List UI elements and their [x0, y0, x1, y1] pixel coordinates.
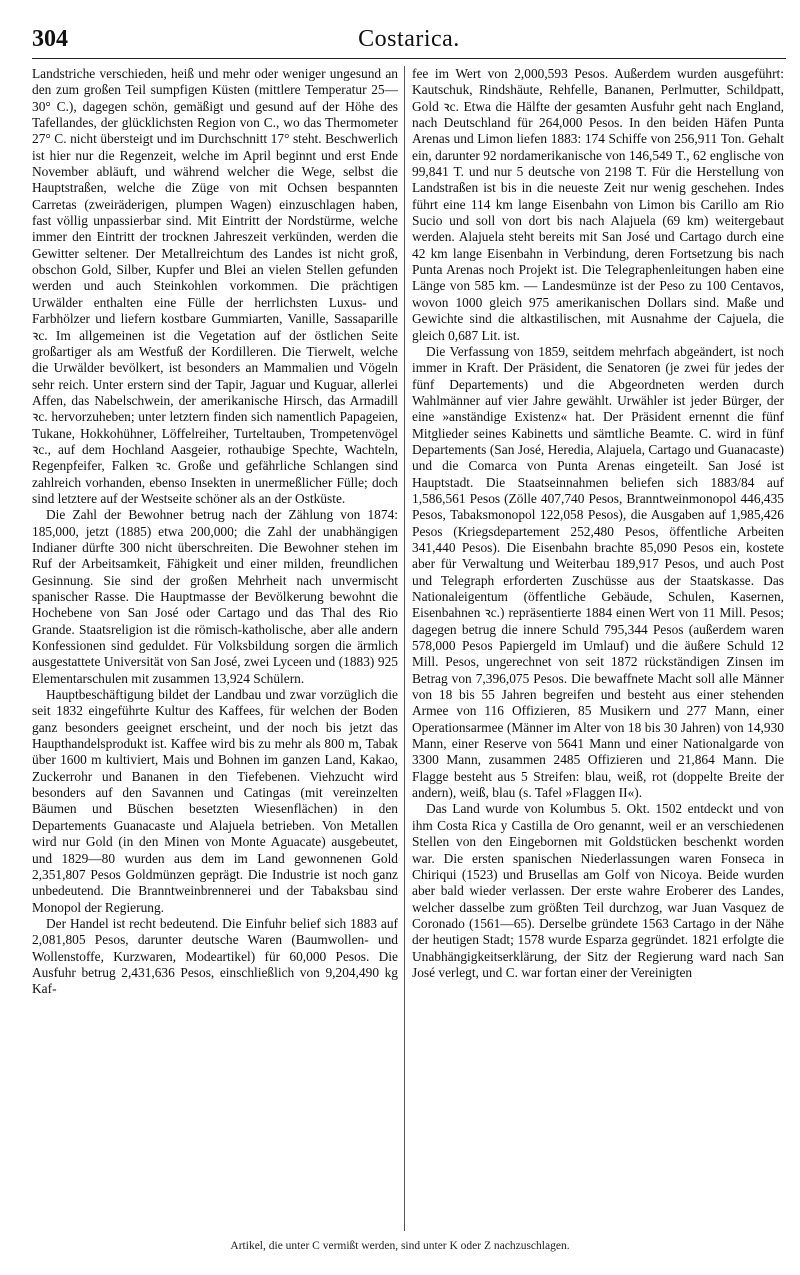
page-header: [32, 24, 786, 59]
paragraph: fee im Wert von 2,000,593 Pesos. Außerdem wurden ausgeführt: Kautschuk, Rindshäute, Rehfelle, Bananen, Perlmutter, Schildpatt, Gold ꝛc. Etwa die Hälfte der gesamten Ausfuhr geht nach England, nach Deutschland für 264,000 Pesos. In den beiden Häfen Punta Arenas und Limon liefen 1883: 174 Schiffe von 256,911 Ton. Gehalt ein, darunter 92 nordamerikanische von 146,549 T., 62 englische von 99,841 T. und nur 5 deutsche von 2198 T. Für die Herstellung von Landstraßen ist bis in die neueste Zeit nur wenig geschehen. Indes führt eine 114 km lange Eisenbahn von Limon bis Carillo am Rio Sucio und soll von dort bis nach Alajuela (69 km) weitergebaut werden. Alajuela steht bereits mit San José und Cartago durch eine 42 km lange Eisenbahn in Verbindung, deren Fortsetzung bis nach Punta Arenas noch Projekt ist. Die Telegraphenleitungen haben eine Länge von 585 km. — Landesmünze ist der Peso zu 100 Centavos, wovon 1000 gleich 975 amerikanischen Dollars sind. Maße und Gewichte sind die altkastilischen, mit Ausnahme der Cajuela, die gleich 0,687 Lit. ist.: [412, 66, 784, 343]
paragraph: Landstriche verschieden, heiß und mehr oder weniger ungesund an den zum großen Teil sumpfigen Küsten (mittlere Temperatur 25—30° C.), dagegen schön, gemäßigt und gesund auf der Höhe des Tafellandes, der glücklichsten Region von C., wo das Thermometer 27° C. nicht übersteigt und im Durchschnitt 17° steht. Beschwerlich ist hier nur die Regenzeit, welche im April beginnt und erst Ende November abläuft, und während welcher die Wege, selbst die Hauptstraßen, welche die Züge von mit Ochsen bespannten Carretas (zweiräderigen, plumpen Wagen) einzuschlagen haben, fast völlig unpassierbar sind. Mit Eintritt der Nordstürme, welche immer den Eintritt der trocknen Jahreszeit verkünden, werden die Gewitter seltener. Der Metallreichtum des Landes ist nicht groß, obschon Gold, Silber, Kupfer und Blei an vielen Stellen gefunden werden und auch Steinkohlen vorkommen. Die prächtigen Urwälder enthalten eine Fülle der herrlichsten Luxus- und Farbhölzer und liefern kostbare Gummiarten, Vanille, Sassaparille ꝛc. Im allgemeinen ist die Vegetation auf der östlichen Seite großartiger als am Westfuß der Kordilleren. Die Tierwelt, welche die Urwälder bevölkert, ist besonders an Mammalien und Vögeln sehr reich. Unter erstern sind der Tapir, Jaguar und Kuguar, allerlei Affen, das Nabelschwein, der amerikanische Hirsch, das Armadill ꝛc. hervorzuheben; unter letztern finden sich namentlich Papageien, Tukane, Hokkohühner, Löffelreiher, Turteltauben, Trompetenvögel ꝛc., auf dem Hochland Aasgeier, rothaubige Spechte, Wachteln, Regenpfeifer, Falken ꝛc. Große und gefährliche Schlangen sind zahlreich vorhanden, ebenso Insekten in unermeßlicher Fülle; doch sind letztere auf der Westseite schöner als an der Ostküste.: [32, 66, 398, 506]
running-head: Costarica.: [358, 26, 460, 52]
paragraph: Das Land wurde von Kolumbus 5. Okt. 1502 entdeckt und von ihm Costa Rica y Castilla de Oro genannt, weil er an verschiedenen Stellen von den Eingebornen mit Goldstücken beschenkt worden war. Die ersten spanischen Niederlassungen waren Fonseca in Chiriqui (1523) und Brusellas am Golf von Nicoya. Beide wurden aber bald wieder verlassen. Der erste wahre Eroberer des Landes, welcher dasselbe zum größten Teil durchzog, war Juan Vasquez de Coronado (1561—65). Derselbe gründete 1563 Cartago in der Nähe der heutigen Stadt; 1578 wurde Esparza gegründet. 1821 erfolgte die Unabhängigkeitserklärung, der Sitz der Regierung ward nach San José verlegt, und C. war fortan einer der Vereinigten: [412, 801, 784, 980]
paragraph: Hauptbeschäftigung bildet der Landbau und zwar vorzüglich die seit 1832 eingeführte Kultur des Kaffees, für welchen der Boden ganz besonders geeignet erscheint, und der noch bis jetzt das Haupthandelsprodukt ist. Kaffee wird bis zu mehr als 800 m, Tabak über 1600 m kultiviert, Mais und Bohnen im ganzen Land, Kakao, Zuckerrohr und Bananen in den Tiefebenen. Viehzucht wird besonders auf den Savannen und Catingas (mit vereinzelten Bäumen und Büschen besetzten Wiesenflächen) in den Departements Guanacaste und Alajuela betrieben. Von Metallen wird nur Gold (in den Minen von Monte Aguacate) ausgebeutet, und 1829—80 wurden aus dem im Land gewonnenen Gold 2,351,807 Pesos Goldmünzen geprägt. Die Industrie ist noch ganz unbedeutend. Die Branntweinbrennerei und der Tabaksbau sind Monopol der Regierung.: [32, 687, 398, 915]
column-divider: [404, 66, 405, 1231]
left-column: [32, 66, 398, 1231]
right-column: [412, 66, 784, 1231]
page-number: 304: [32, 26, 68, 52]
paragraph: Der Handel ist recht bedeutend. Die Einfuhr belief sich 1883 auf 2,081,805 Pesos, darunter deutsche Waren (Baumwollen- und Wollenstoffe, Kurzwaren, Modeartikel) für 60,000 Pesos. Die Ausfuhr betrug 2,431,636 Pesos, einschließlich von 9,204,490 kg Kaf-: [32, 915, 398, 997]
paragraph: Die Verfassung von 1859, seitdem mehrfach abgeändert, ist noch immer in Kraft. Der Präsident, die Senatoren (je zwei für jedes der fünf Departements) und die Abgeordneten werden durch Wahlmänner auf vier Jahre gewählt. Urwähler ist jeder Bürger, der eine »anständige Existenz« hat. Der Präsident ernennt die fünf Mitglieder seines Kabinetts und sämtliche Beamte. C. wird in fünf Departements (San José, Heredia, Alajuela, Cartago und Guanacaste) und die Comarca von Punta Arenas eingeteilt. San José ist Hauptstadt. Die Staatseinnahmen beliefen sich 1883/84 auf 1,586,561 Pesos (Zölle 407,740 Pesos, Branntweinmonopol 446,435 Pesos, Tabaksmonopol 122,058 Pesos), die Ausgaben auf 1,985,426 Pesos (Kriegsdepartement 252,480 Pesos, öffentliche Arbeiten 341,440 Pesos). Die Eisenbahn brachte 85,090 Pesos ein, kostete aber für Verwaltung und Weiterbau 189,917 Pesos, und auch Post und Telegraph erforderten Zuschüsse aus der Staatskasse. Das Nationaleigentum (öffentliche Gebäude, Schulen, Kasernen, Eisenbahnen ꝛc.) repräsentierte 1884 einen Wert von 11 Mill. Pesos; dagegen betrug die innere Schuld 795,344 Pesos (außerdem waren 578,000 Pesos Papiergeld im Umlauf) und die äußere Schuld 12 Mill. Pesos, ungerechnet von seit 1872 rückständigen Zinsen im Betrag von 7,396,075 Pesos. Die bewaffnete Macht soll alle Männer von 18 bis 55 Jahren begreifen und besteht aus einer stehenden Armee von 116 Offizieren, 85 Musikern und 277 Mann, einer Operationsarmee (Männer im Alter von 18 bis 30 Jahren) von 14,930 Mann, einer Reserve von 5641 Mann und einer Nationalgarde von 3300 Mann, zusammen 2485 Offizieren und 21,864 Mann. Die Flagge besteht aus 5 Streifen: blau, weiß, rot (doppelte Breite der andern), weiß, blau (s. Tafel »Flaggen II«).: [412, 343, 784, 801]
footer-note: Artikel, die unter C vermißt werden, sind unter K oder Z nachzuschlagen.: [230, 1240, 570, 1252]
paragraph: Die Zahl der Bewohner betrug nach der Zählung von 1874: 185,000, jetzt (1885) etwa 200,000; die Zahl der unabhängigen Indianer dürfte 300 nicht überschreiten. Die Bewohner stehen im Ruf der Arbeitsamkeit, Fähigkeit und einer milden, freundlichen Gesinnung. Sie sind der großen Mehrheit nach unvermischt spanischer Rasse. Die Hauptmasse der Bevölkerung bewohnt die Hochebene von San José oder Cartago und das Thal des Rio Grande. Staatsreligion ist die römisch-katholische, aber alle andern Konfessionen sind geduldet. Für Volksbildung sorgen die ärmlich ausgestattete Universität von San José, zwei Lyceen und (1883) 925 Elementarschulen mit zusammen 13,924 Schülern.: [32, 507, 398, 686]
